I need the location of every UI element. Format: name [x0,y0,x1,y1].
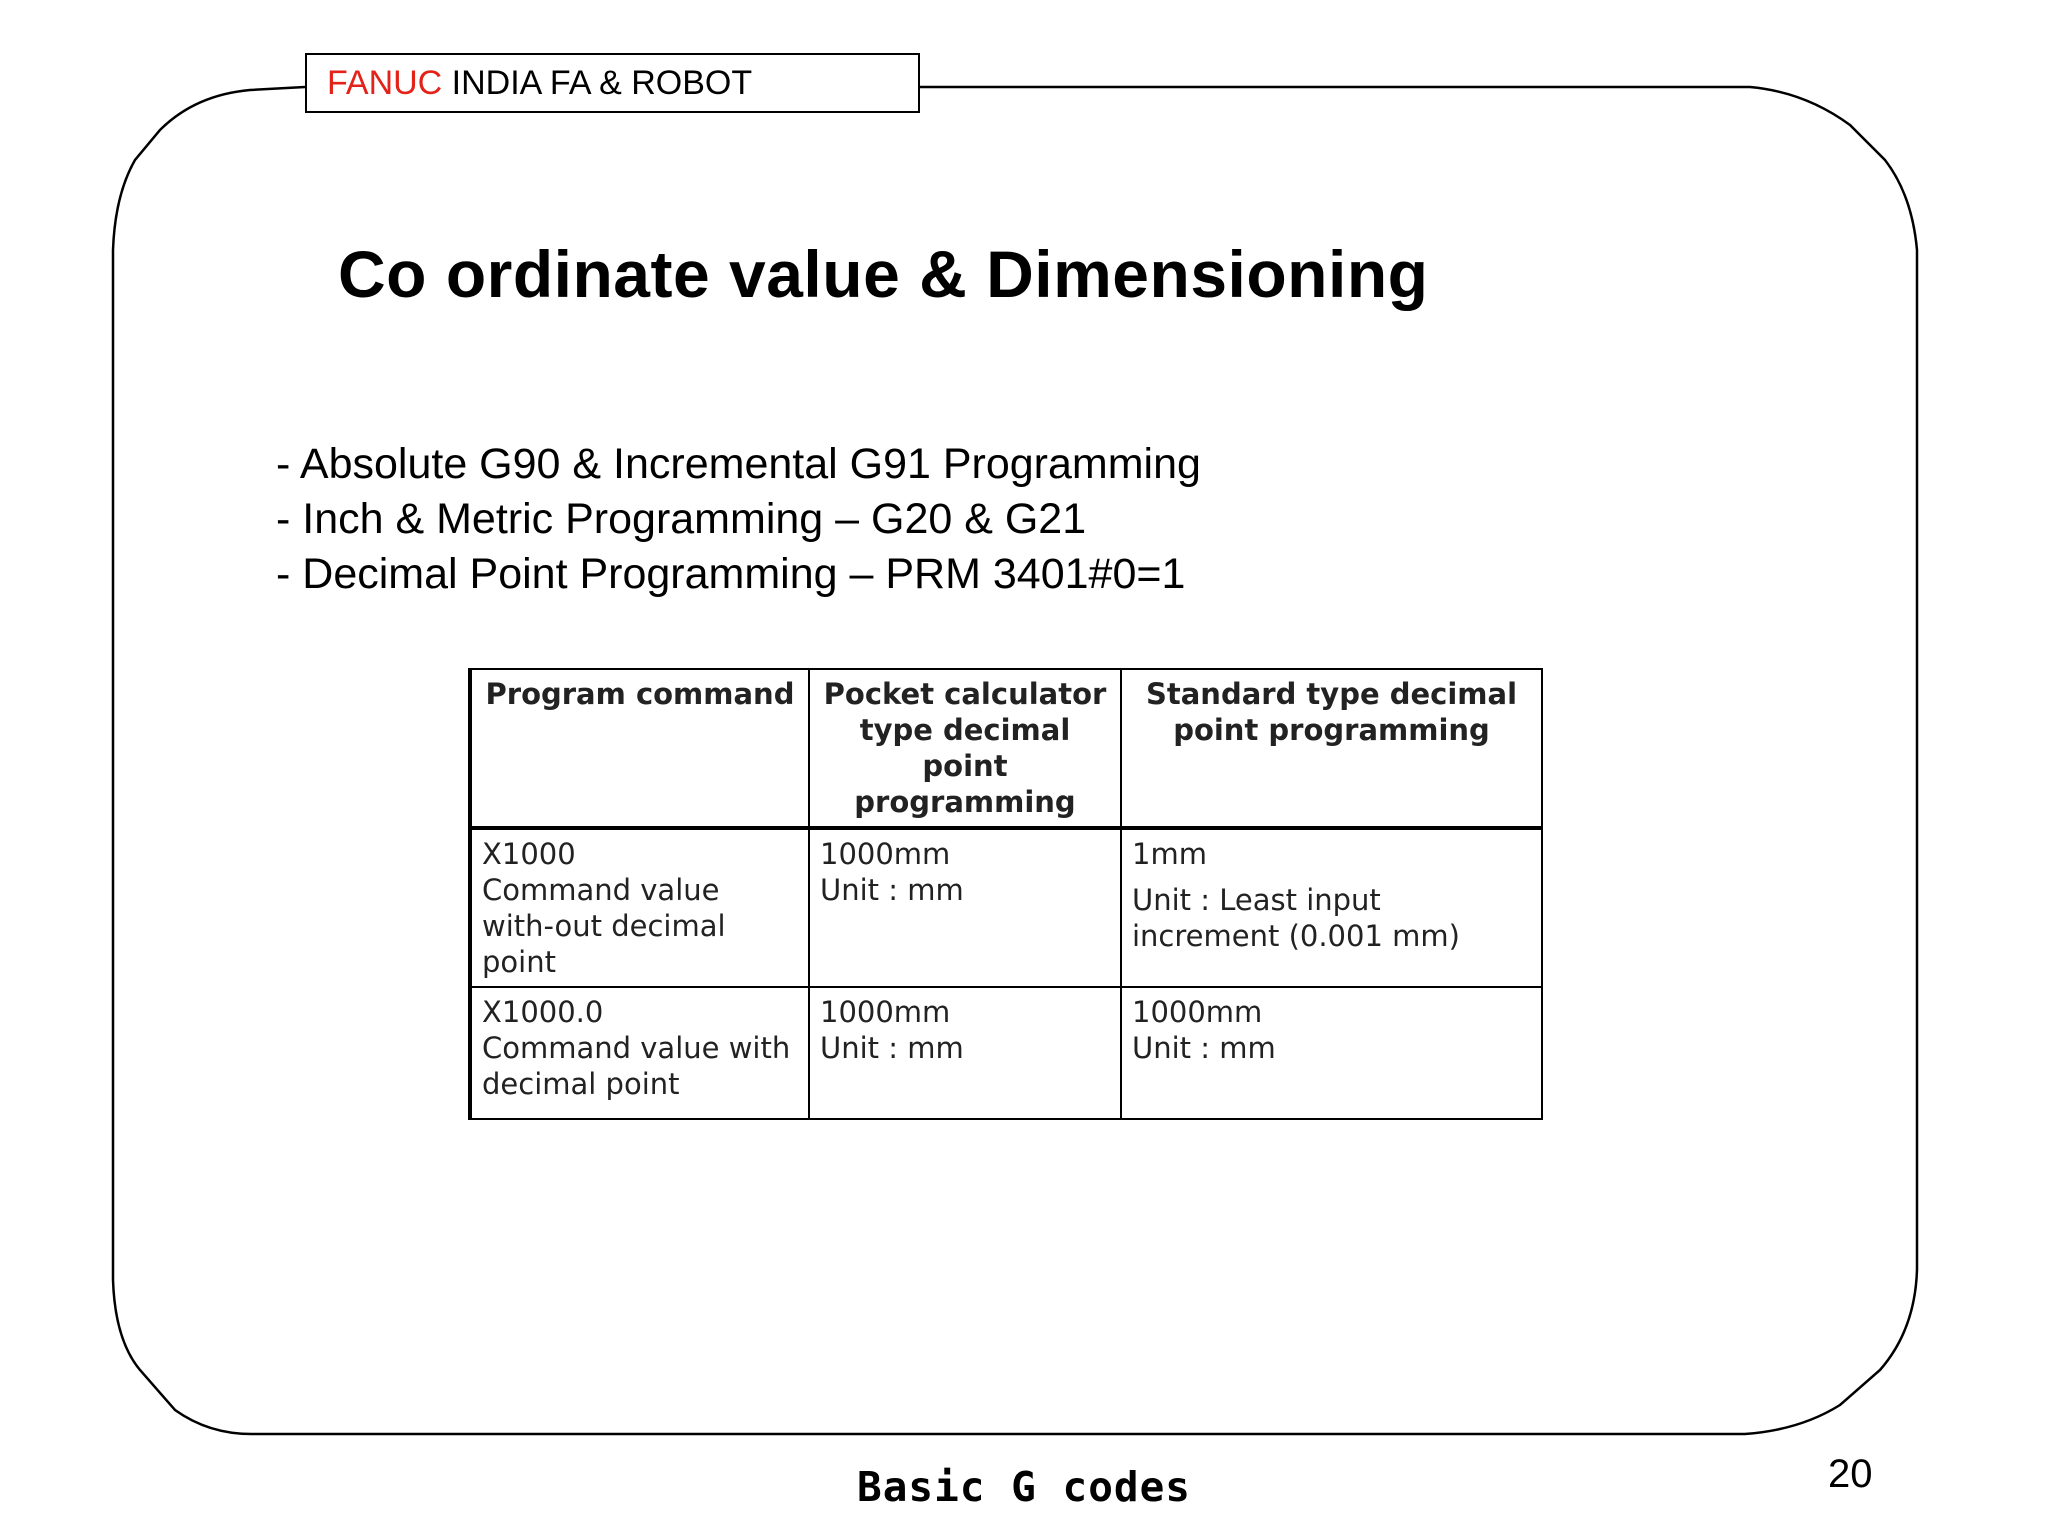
pocket-unit: Unit : mm [820,1031,964,1065]
standard-unit: Unit : Least input increment (0.001 mm) [1132,883,1460,953]
standard-cell [1121,828,1542,987]
command-cell [470,987,809,1119]
standard-cell [1121,987,1542,1119]
table-header-row [470,669,1542,828]
command-description: Command value with decimal point [482,1031,791,1101]
brand-name: FANUC [327,64,443,102]
command-code: X1000.0 [482,995,604,1029]
standard-value: 1000mm [1132,995,1263,1029]
column-header: Standard type decimal point programming [1121,669,1542,828]
pocket-value: 1000mm [820,837,951,871]
decimal-point-table [468,668,1543,1120]
standard-value: 1mm [1132,837,1207,871]
command-description: Command value with-out decimal point [482,873,726,979]
footer-title: Basic G codes [857,1463,1191,1511]
column-header: Program command [470,669,809,828]
bullet-item: - Decimal Point Programming – PRM 3401#0=1 [276,550,1186,598]
page-number: 20 [1828,1452,1873,1496]
bullet-list [276,437,1201,602]
bullet-item: - Absolute G90 & Incremental G91 Programming [276,440,1201,488]
standard-unit: Unit : mm [1132,1031,1276,1065]
column-header: Pocket calculator type decimal point programming [809,669,1121,828]
bullet-item: - Inch & Metric Programming – G20 & G21 [276,495,1087,543]
header-tab [305,53,920,113]
table-row [470,987,1542,1119]
pocket-cell [809,987,1121,1119]
pocket-unit: Unit : mm [820,873,964,907]
slide-title: Co ordinate value & Dimensioning [338,237,1429,311]
pocket-value: 1000mm [820,995,951,1029]
pocket-cell [809,828,1121,987]
command-cell [470,828,809,987]
table-row [470,828,1542,987]
command-code: X1000 [482,837,576,871]
header-subtitle: INDIA FA & ROBOT [442,64,753,102]
